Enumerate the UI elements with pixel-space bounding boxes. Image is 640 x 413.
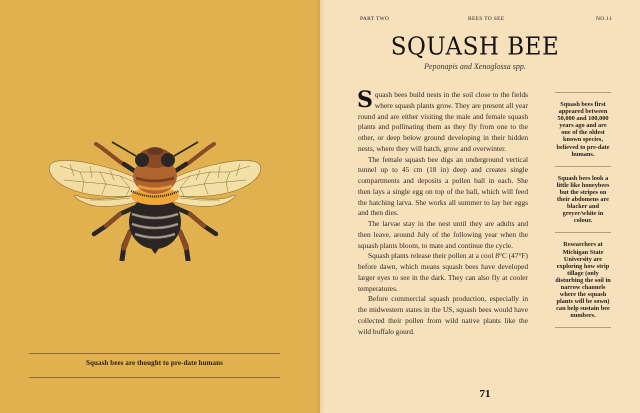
sidebar-rule [555, 327, 611, 328]
illustration-caption: Squash bees are thought to pre-date humans [86, 359, 223, 367]
species-subtitle: Peponapis and Xenoglossa spp. [424, 62, 526, 71]
body-paragraph: Squash bees build nests in the soil close to the fields where squash plants grow. They are present all year round and are either visiting the male and female squash plants and pollinating them as they fly from one to the other, or deep below ground developing in their hidden nests, where they will hatch, grow and overwinter. [357, 87, 528, 153]
sidebar-fact: Squash bees first appeared between 50,000 and 100,000 years ago and are one of the oldest known species, believed to pre-date humans. [556, 101, 610, 158]
sidebar-fact: Researchers at Michigan State University are exploring how strip tillage (only disturbing the soil in narrow channels where the squash plants will be sown) can help sustain bee numbers. [555, 241, 611, 320]
article-body [357, 87, 528, 337]
running-head-section: BEES TO SEE [468, 16, 505, 22]
caption-top-rule [29, 353, 280, 354]
sidebar-fact: Squash bees look a little like honeybees but the stripes on their abdomens are blacker and greyer/white in colour. [556, 174, 610, 225]
body-paragraph: The larvae stay in the nest until they are adults and then leave, around July of the following year when the squash plants bloom, to mate and continue the cycle. [358, 219, 528, 250]
page-title: SQUASH BEE [390, 33, 560, 61]
running-head-number: NO.11 [596, 16, 613, 22]
squash-bee-illustration [40, 136, 270, 261]
body-paragraph: The female squash bee digs an underground vertical tunnel up to 45 cm (18 in) deep and creates single compartments and deposits a pollen ball in each. She then lays a single egg on top of the ball, which will feed the hatching larva. She works all summer to lay her eggs and then dies. [358, 154, 528, 218]
fact-sidebar [555, 92, 611, 328]
drop-cap: S [357, 87, 373, 113]
caption-bottom-rule [29, 377, 280, 378]
body-paragraph: Squash plants release their pollen at a cool 8°C (47°F) before dawn, which means squash bees have developed larger eyes to see in the dark. They can also fly at cooler temperatures. [358, 251, 528, 293]
running-head-part: PART TWO [360, 16, 390, 22]
body-paragraph: Before commercial squash production, especially in the midwestern states in the US, squash bees would have collected their pollen from wild native plants like the wild buffalo gourd. [358, 294, 528, 336]
page-number: 71 [479, 388, 491, 400]
